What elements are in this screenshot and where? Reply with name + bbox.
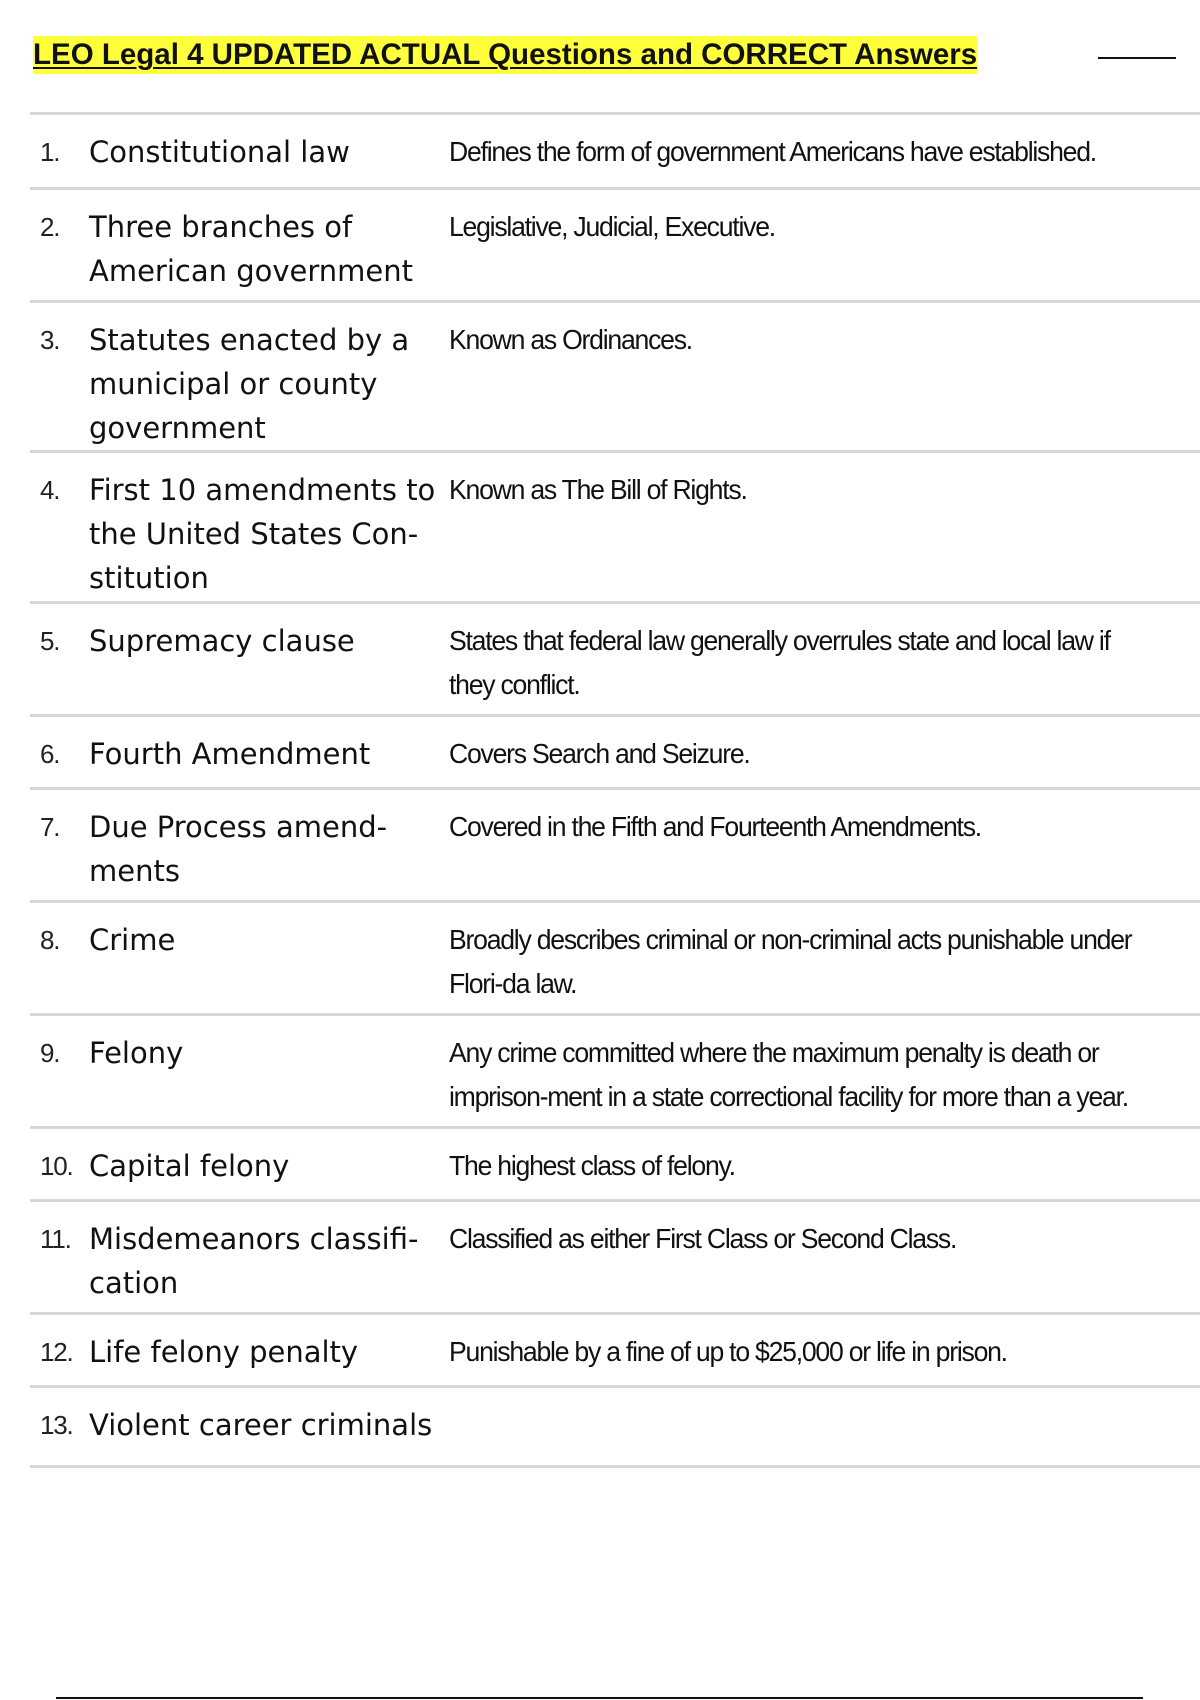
card-number: 13. bbox=[40, 1410, 73, 1440]
card-term: Constitutional law bbox=[89, 135, 350, 169]
card-number: 5. bbox=[40, 626, 60, 656]
flashcard-list bbox=[30, 112, 1200, 1468]
flashcard-row bbox=[30, 190, 1200, 303]
card-term: Violent career criminals bbox=[89, 1408, 433, 1442]
card-number: 4. bbox=[40, 475, 60, 505]
card-number: 8. bbox=[40, 925, 60, 955]
flashcard-row bbox=[30, 604, 1200, 717]
flashcard-row bbox=[30, 1129, 1200, 1202]
card-answer: Known as The Bill of Rights. bbox=[449, 474, 747, 505]
card-number: 3. bbox=[40, 325, 60, 355]
flashcard-row bbox=[30, 1315, 1200, 1388]
card-term: Misdemeanors classifi-cation bbox=[89, 1222, 419, 1300]
card-answer: Punishable by a fine of up to $25,000 or life in prison. bbox=[449, 1336, 1007, 1367]
card-answer: States that federal law generally overrules state and local law if they conflict. bbox=[449, 625, 1110, 700]
flashcard-row bbox=[30, 453, 1200, 604]
card-answer: Covers Search and Seizure. bbox=[449, 738, 750, 769]
card-number: 2. bbox=[40, 212, 60, 242]
flashcard-row bbox=[30, 303, 1200, 453]
flashcard-row bbox=[30, 903, 1200, 1016]
card-term: Felony bbox=[89, 1036, 184, 1070]
card-answer: Legislative, Judicial, Executive. bbox=[449, 211, 775, 242]
flashcard-row bbox=[30, 790, 1200, 903]
card-number: 6. bbox=[40, 739, 60, 769]
card-number: 7. bbox=[40, 812, 60, 842]
card-term: Crime bbox=[89, 923, 176, 957]
card-answer: Known as Ordinances. bbox=[449, 324, 692, 355]
card-answer: Covered in the Fifth and Fourteenth Amendments. bbox=[449, 811, 981, 842]
card-answer: Classified as either First Class or Second Class. bbox=[449, 1223, 957, 1254]
flashcard-row bbox=[30, 1202, 1200, 1315]
card-term: Life felony penalty bbox=[89, 1335, 359, 1369]
document-title: LEO Legal 4 UPDATED ACTUAL Questions and CORRECT Answers bbox=[33, 36, 977, 74]
card-term: Three branches of American government bbox=[89, 210, 414, 288]
card-number: 12. bbox=[40, 1337, 73, 1367]
card-term: First 10 amendments to the United States Con-stitution bbox=[89, 473, 436, 595]
card-number: 9. bbox=[40, 1038, 60, 1068]
card-number: 10. bbox=[40, 1151, 73, 1181]
card-number: 11. bbox=[40, 1224, 71, 1254]
card-answer: Any crime committed where the maximum penalty is death or imprison-ment in a state correctional facility for more than a year. bbox=[449, 1037, 1128, 1112]
card-answer: The highest class of felony. bbox=[449, 1150, 735, 1181]
card-number: 1. bbox=[40, 137, 60, 167]
card-term: Statutes enacted by a municipal or county government bbox=[89, 323, 410, 445]
card-answer: Broadly describes criminal or non-criminal acts punishable under Flori-da law. bbox=[449, 924, 1132, 999]
card-term: Due Process amend-ments bbox=[89, 810, 388, 888]
card-term: Capital felony bbox=[89, 1149, 290, 1183]
flashcard-row bbox=[30, 115, 1200, 190]
title-row bbox=[33, 36, 1143, 76]
footer-rule bbox=[56, 1697, 1143, 1699]
card-term: Fourth Amendment bbox=[89, 737, 371, 771]
card-answer: Defines the form of government Americans have established. bbox=[449, 136, 1096, 167]
flashcard-row bbox=[30, 1388, 1200, 1468]
flashcard-row bbox=[30, 1016, 1200, 1129]
card-term: Supremacy clause bbox=[89, 624, 355, 658]
title-rule bbox=[1098, 57, 1176, 59]
flashcard-row bbox=[30, 717, 1200, 790]
